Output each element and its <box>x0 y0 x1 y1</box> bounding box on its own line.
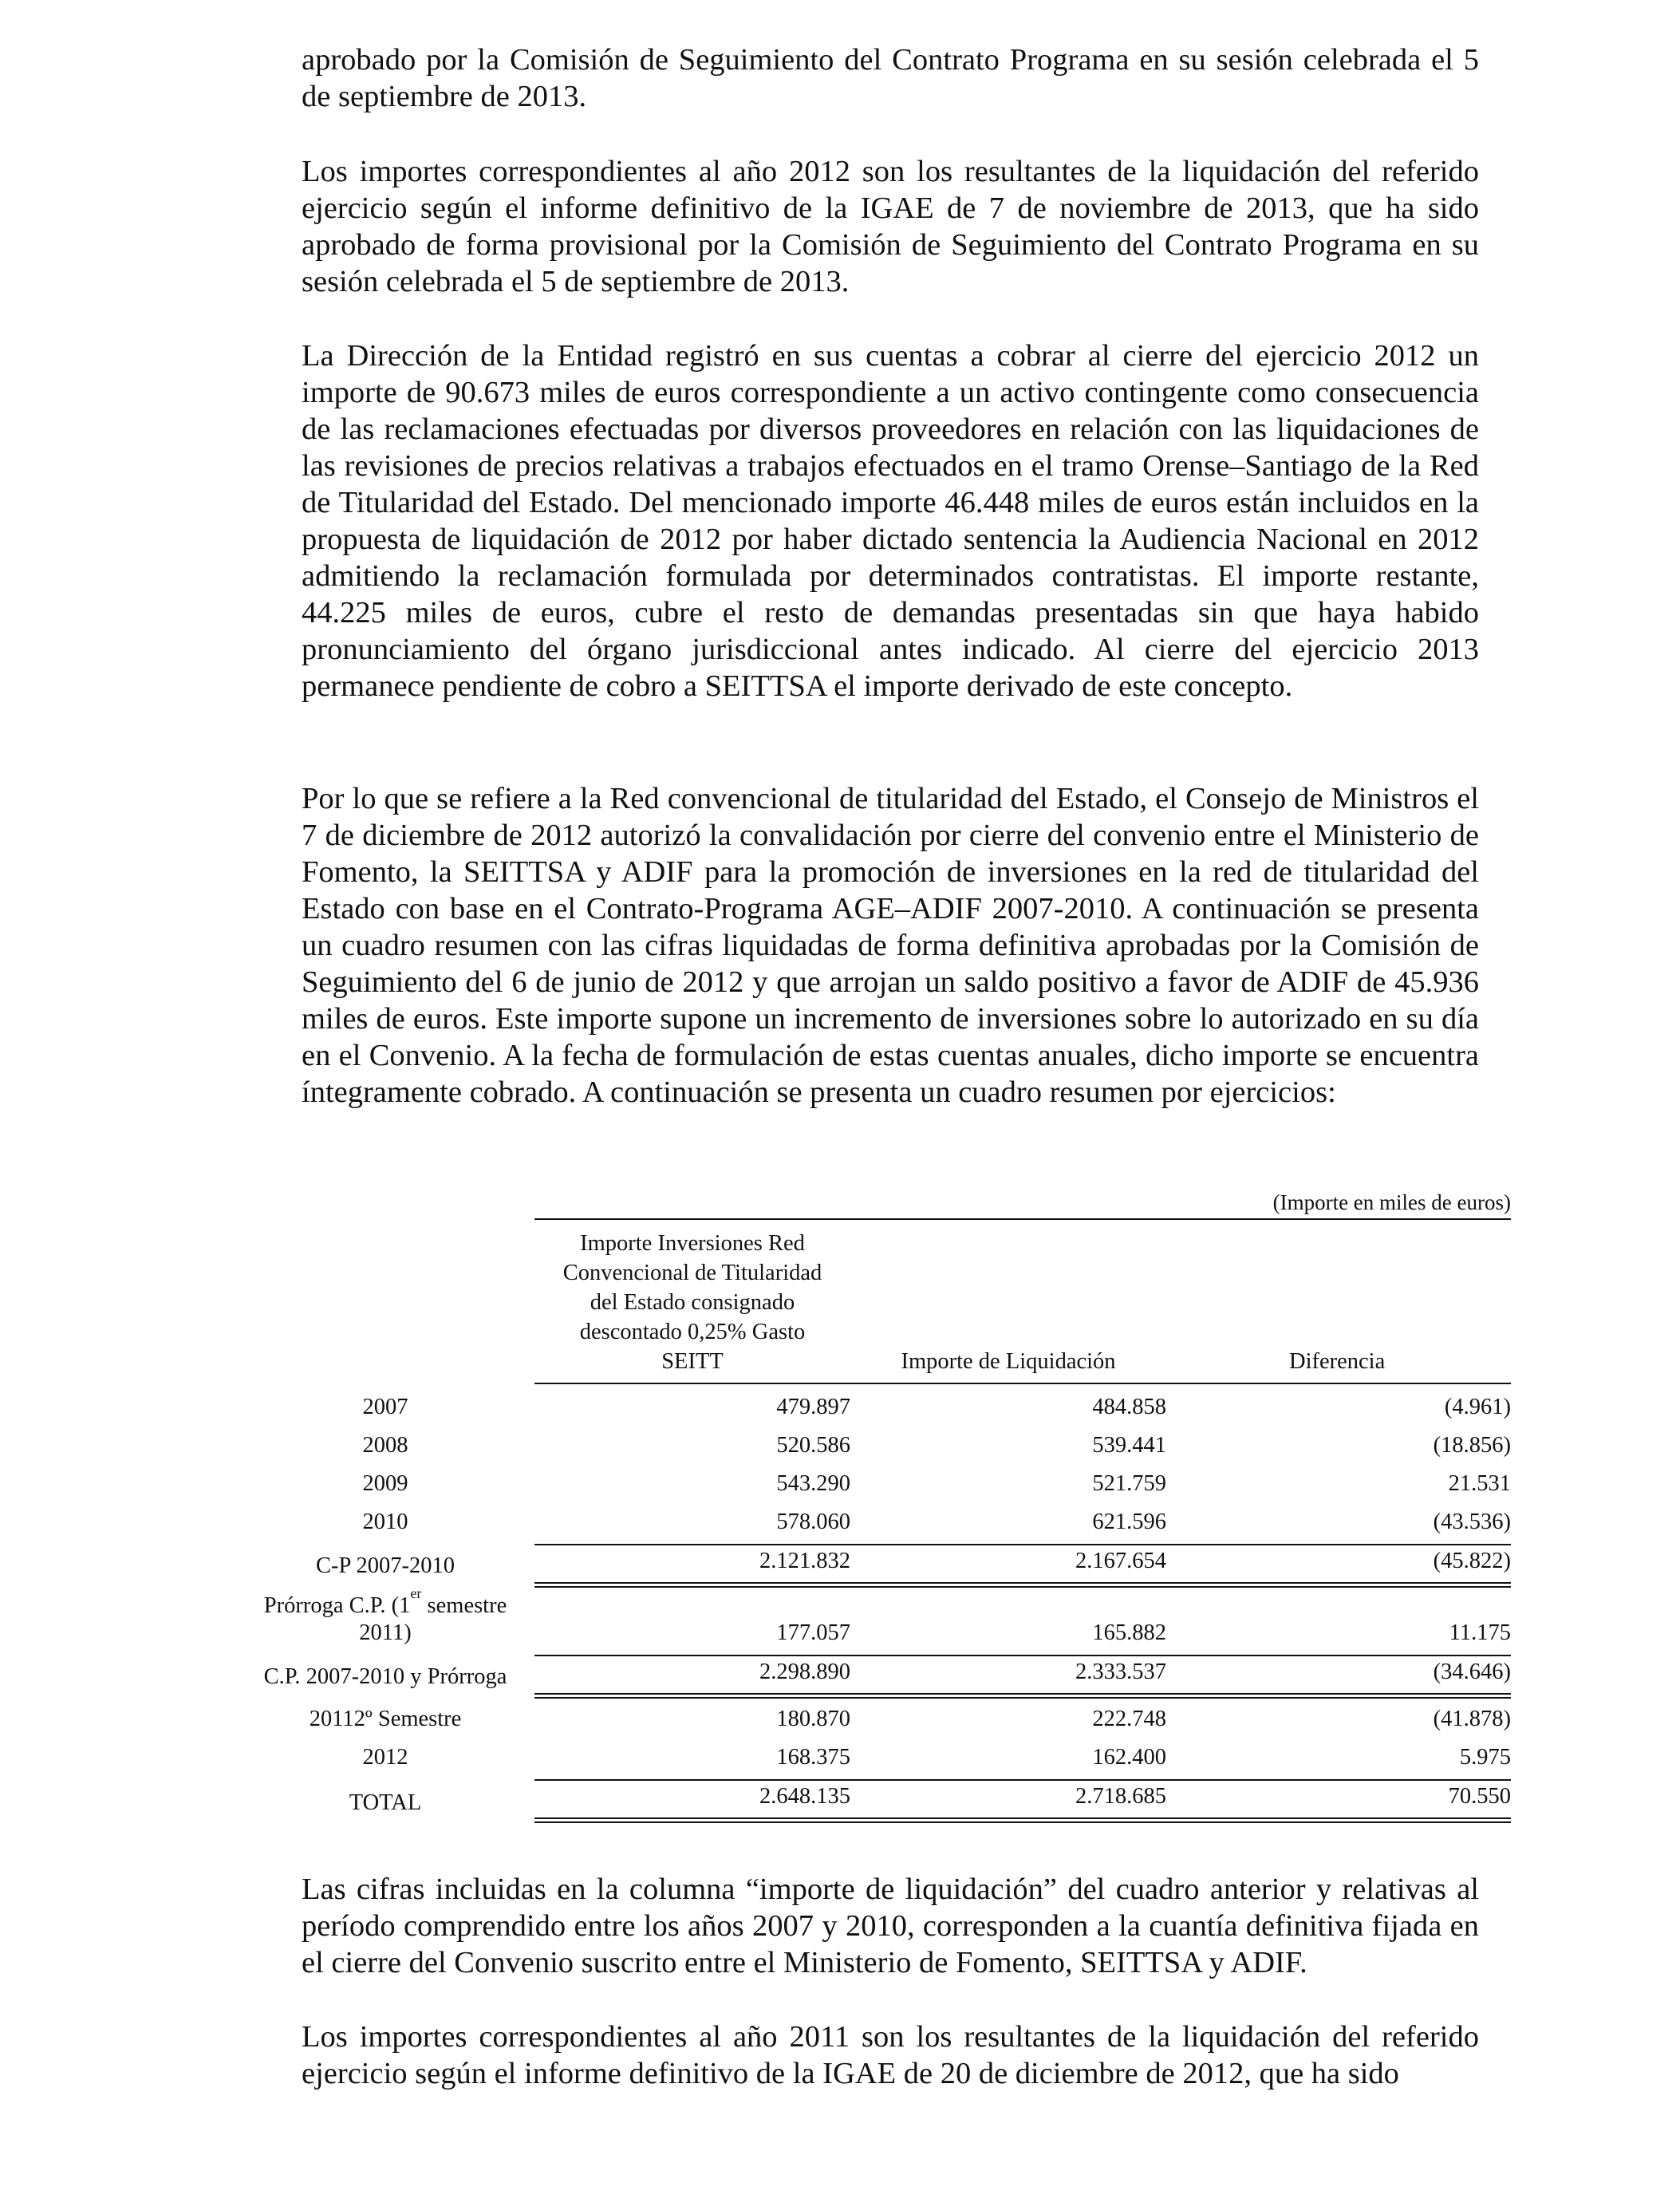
total-rule <box>534 1779 1511 1781</box>
paragraph-contingent-asset: La Dirección de la Entidad registró en sus cuentas a cobrar al cierre del ejercicio 2012 un importe de 90.673 miles de euros correspondiente a un activo contingente como consecuencia de las reclamaciones efectuadas por diversos proveedores en relación con las liquidaciones de las revisiones de precios relativas a trabajos efectuados en el tramo Orense–Santiago de la Red de Titularidad del Estado. Del mencionado importe 46.448 miles de euros están incluidos en la propuesta de liquidación de 2012 por haber dictado sentencia la Audiencia Nacional en 2012 admitiendo la reclamación formulada por determinados contratistas. El importe restante, 44.225 miles de euros, cubre el resto de demandas presentadas sin que haya habido pronunciamiento del órgano jurisdiccional antes indicado. Al cierre del ejercicio 2013 permanece pendiente de cobro a SEITTSA el importe derivado de este concepto. <box>302 339 1479 703</box>
table-cell: (34.646) <box>1433 1659 1511 1684</box>
table-cell: 578.060 <box>776 1510 850 1534</box>
double-rule-bottom <box>534 1586 1511 1588</box>
header-col-liquidation: Importe de Liquidación <box>901 1349 1116 1374</box>
table-cell: (45.822) <box>1433 1549 1511 1573</box>
row-label-total: TOTAL <box>349 1790 422 1815</box>
table-cell: 222.748 <box>1092 1707 1166 1731</box>
table-cell: 543.290 <box>776 1471 850 1496</box>
paragraph-2012-amounts: Los importes correspondientes al año 2012 son los resultantes de la liquidación del referido ejercicio según el informe definitivo de la IGAE de 7 de noviembre de 2013, que ha sido aprobado de forma provisional por la Comisión de Seguimiento del Contrato Programa en su sesión celebrada el 5 de septiembre de 2013. <box>302 155 1479 298</box>
table-cell: (4.961) <box>1444 1395 1511 1419</box>
paragraph-conventional-network: Por lo que se refiere a la Red convencional de titularidad del Estado, el Consejo de Ministros el 7 de diciembre de 2012 autorizó la convalidación por cierre del convenio entre el Ministerio de Fomento, la SEITTSA y ADIF para la promoción de inversiones en la red de titularidad del Estado con base en el Contrato-Programa AGE–ADIF 2007-2010. A continuación se presenta un cuadro resumen con las cifras liquidadas de forma definitiva aprobadas por la Comisión de Seguimiento del 6 de junio de 2012 y que arrojan un saldo positivo a favor de ADIF de 45.936 miles de euros. Este importe supone un incremento de inversiones sobre lo autorizado en su día en el Convenio. A la fecha de formulación de estas cuentas anuales, dicho importe se encuentra íntegramente cobrado. A continuación se presenta un cuadro resumen por ejercicios: <box>302 782 1479 1109</box>
double-rule-top <box>534 1582 1511 1584</box>
row-label: C.P. 2007-2010 y Prórroga <box>263 1664 507 1689</box>
table-cell: 2.648.135 <box>759 1784 850 1809</box>
row-label: 2010 <box>362 1510 408 1534</box>
table-cell: 21.531 <box>1448 1471 1511 1496</box>
table-cell: 5.975 <box>1459 1745 1511 1770</box>
header-col-investment-line: SEITT <box>661 1349 724 1374</box>
row-label-part: semestre <box>421 1593 507 1618</box>
table-cell: 479.897 <box>776 1395 850 1419</box>
table-cell: 11.175 <box>1449 1620 1511 1645</box>
double-rule-top <box>534 1693 1511 1695</box>
header-col-investment-line: del Estado consignado <box>590 1290 795 1315</box>
table-cell: (43.536) <box>1433 1510 1511 1534</box>
row-label-part: 2011) <box>359 1620 412 1645</box>
row-label-part: Prórroga C.P. (1 <box>263 1593 411 1618</box>
paragraph-2011-amounts: Los importes correspondientes al año 2011 son los resultantes de la liquidación del referido ejercicio según el informe definitivo de la IGAE de 20 de diciembre de 2012, que ha sido <box>302 2020 1479 2090</box>
row-label: C-P 2007-2010 <box>316 1553 455 1578</box>
header-col-investment-line: Importe Inversiones Red <box>580 1231 805 1256</box>
row-label: 2008 <box>362 1433 408 1458</box>
table-cell: 177.057 <box>776 1620 850 1645</box>
table-cell: (41.878) <box>1433 1707 1511 1731</box>
header-col-investment-line: descontado 0,25% Gasto <box>579 1320 806 1344</box>
table-cell: 621.596 <box>1092 1510 1166 1534</box>
table-cell: (18.856) <box>1433 1433 1511 1458</box>
table-cell: 180.870 <box>776 1707 850 1731</box>
subtotal-rule <box>534 1544 1511 1545</box>
header-col-investment <box>534 1229 850 1376</box>
table-cell: 484.858 <box>1092 1395 1166 1419</box>
header-bottom-rule <box>534 1383 1511 1384</box>
paragraph-approval-continuation: aprobado por la Comisión de Seguimiento del Contrato Programa en su sesión celebrada el 5 de septiembre de 2013. <box>302 43 1479 113</box>
row-label: 2007 <box>362 1395 408 1419</box>
table-cell: 165.882 <box>1092 1620 1166 1645</box>
table-cell: 162.400 <box>1092 1745 1166 1770</box>
row-label: 2009 <box>362 1471 408 1496</box>
double-rule-top <box>534 1817 1511 1819</box>
table-cell: 520.586 <box>776 1433 850 1458</box>
row-label: 20112º Semestre <box>309 1707 462 1731</box>
table-cell: 2.333.537 <box>1075 1659 1166 1684</box>
table-cell: 2.718.685 <box>1075 1784 1166 1809</box>
table-cell: 2.121.832 <box>759 1549 850 1573</box>
double-rule-bottom <box>534 1697 1511 1699</box>
header-col-investment-line: Convencional de Titularidad <box>562 1261 822 1285</box>
table-cell: 2.167.654 <box>1075 1549 1166 1573</box>
paragraph-liquidation-column: Las cifras incluidas en la columna “importe de liquidación” del cuadro anterior y relativas al período comprendido entre los años 2007 y 2010, corresponden a la cuantía definitiva fijada en el cierre del Convenio suscrito entre el Ministerio de Fomento, SEITTSA y ADIF. <box>302 1873 1479 1979</box>
row-label: 2012 <box>362 1745 408 1770</box>
table-cell: 539.441 <box>1092 1433 1166 1458</box>
table-cell: 168.375 <box>776 1745 850 1770</box>
double-rule-bottom <box>534 1821 1511 1823</box>
table-top-rule <box>534 1218 1511 1220</box>
row-label-superscript: er <box>410 1584 422 1601</box>
table-cell: 521.759 <box>1092 1471 1166 1496</box>
table-cell: 2.298.890 <box>759 1659 850 1684</box>
table-unit-note: (Importe en miles de euros) <box>1272 1190 1511 1214</box>
table-cell: 70.550 <box>1448 1784 1511 1809</box>
header-col-difference: Diferencia <box>1289 1349 1386 1374</box>
row-label-extension <box>242 1584 529 1647</box>
subtotal-rule <box>534 1655 1511 1656</box>
